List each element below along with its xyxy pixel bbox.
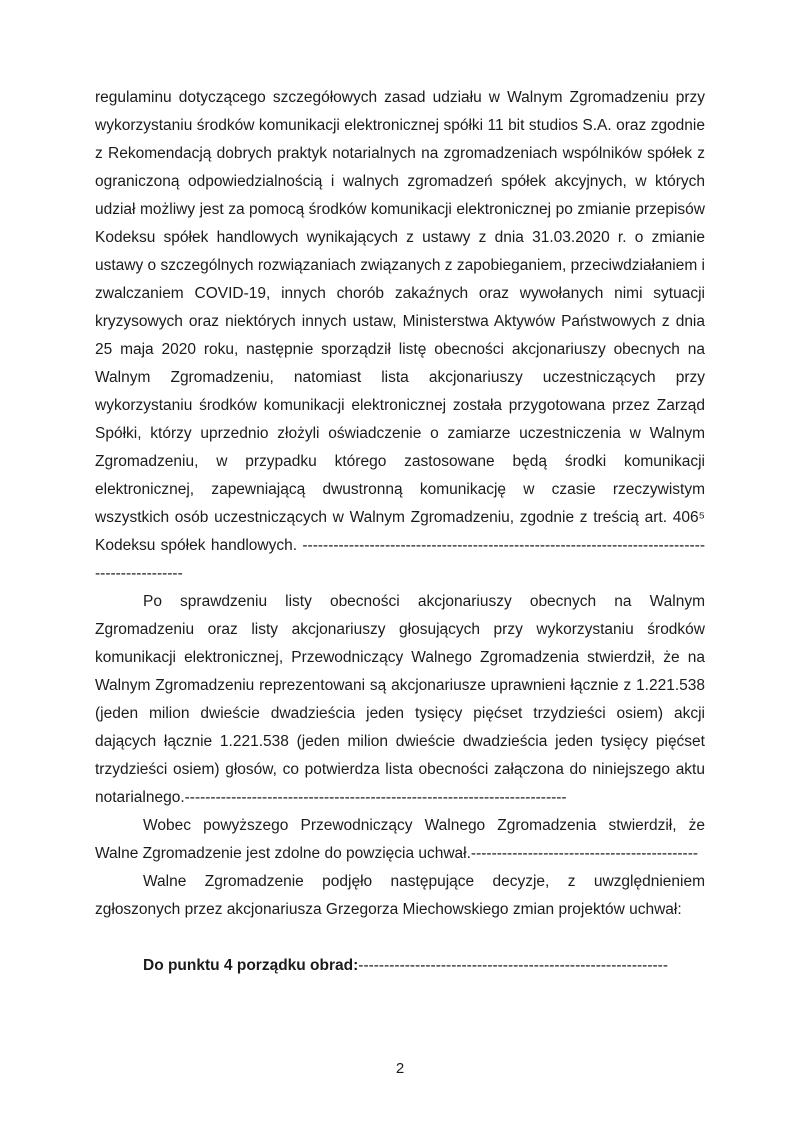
paragraph-attendance-check: Po sprawdzeniu listy obecności akcjonariuszy obecnych na Walnym Zgromadzeniu oraz listy akcjonariuszy głosujących przy wykorzystaniu środków komunikacji elektronicznej, Przewodniczący Walnego Zgromadzenia stwierdził, że na Walnym Zgromadzeniu reprezentowani są akcjonariusze uprawnieni łącznie z 1.221.538 (jeden milion dwieście dwadzieścia jeden tysięcy pięćset trzydzieści osiem) akcji dających łącznie 1.221.538 (jeden milion dwieście dwadzieścia jeden tysięcy pięćset trzydzieści osiem) głosów, co potwierdza lista obecności załączona do niniejszego aktu notarialnego.-------------------------------------------------------------------------- xyxy=(95,593,705,806)
agenda-item-heading xyxy=(95,952,705,980)
paragraph-decisions-intro: Walne Zgromadzenie podjęło następujące decyzje, z uwzględnieniem zgłoszonych przez akcjonariusza Grzegorza Miechowskiego zmian projektów uchwał: xyxy=(95,873,705,918)
paragraph-regulations-continuation: regulaminu dotyczącego szczegółowych zasad udziału w Walnym Zgromadzeniu przy wykorzystaniu środków komunikacji elektronicznej spółki 11 bit studios S.A. oraz zgodnie z Rekomendacją dobrych praktyk notarialnych na zgromadzeniach wspólników spółek z ograniczoną odpowiedzialnością i walnych zgromadzeń spółek akcyjnych, w których udział możliwy jest za pomocą środków komunikacji elektronicznej po zmianie przepisów Kodeksu spółek handlowych wynikających z ustawy z dnia 31.03.2020 r. o zmianie ustawy o szczególnych rozwiązaniach związanych z zapobieganiem, przeciwdziałaniem i zwalczaniem COVID-19, innych chorób zakaźnych oraz wywołanych nimi sytuacji kryzysowych oraz niektórych innych ustaw, Ministerstwa Aktywów Państwowych z dnia 25 maja 2020 roku, następnie sporządził listę obecności akcjonariuszy obecnych na Walnym Zgromadzeniu, natomiast lista akcjonariuszy uczestniczących przy wykorzystaniu środków komunikacji elektronicznej została przygotowana przez Zarząd Spółki, którzy uprzednio złożyli oświadczenie o zamiarze uczestniczenia w Walnym Zgromadzeniu, w przypadku którego zastosowane będą środki komunikacji elektronicznej, zapewniającą dwustronną komunikację w czasie rzeczywistym wszystkich osób uczestniczących w Walnym Zgromadzeniu, zgodnie z treścią art. 406⁵ Kodeksu spółek handlowych. ----------------------------------------------------------------------------------------------- xyxy=(95,89,705,582)
page-content xyxy=(95,84,705,980)
agenda-item-heading-label: Do punktu 4 porządku obrad: xyxy=(143,957,359,974)
paragraph-quorum-statement: Wobec powyższego Przewodniczący Walnego Zgromadzenia stwierdził, że Walne Zgromadzenie jest zdolne do powzięcia uchwał.-------------------------------------------- xyxy=(95,817,705,862)
heading-dash-fill: ------------------------------------------------------------ xyxy=(358,957,668,974)
page-number: 2 xyxy=(395,1060,405,1077)
